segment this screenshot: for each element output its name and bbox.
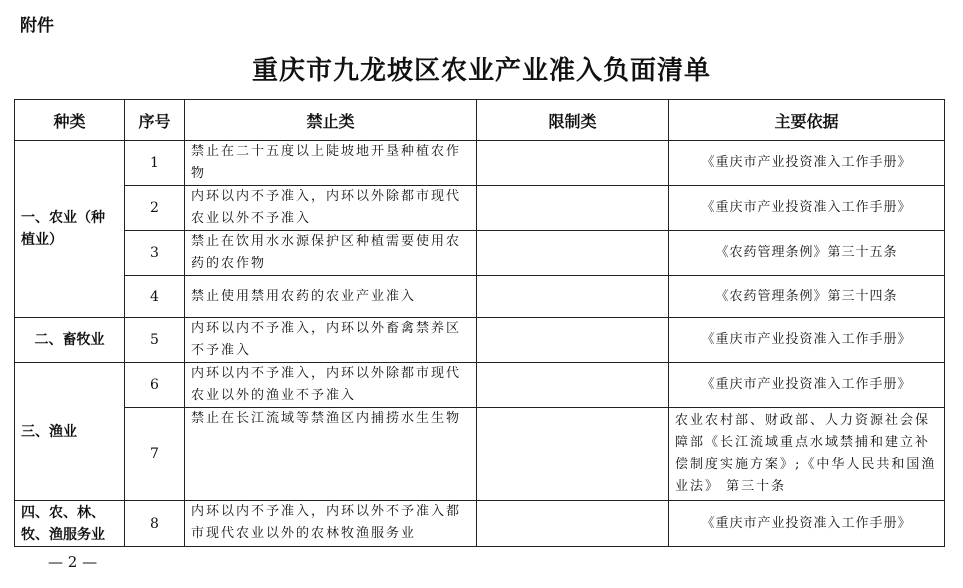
table-row xyxy=(15,141,945,186)
restricted-cell xyxy=(477,408,669,501)
prohibited-cell: 内环以内不予准入，内环以外除都市现代农业以外不予准入 xyxy=(185,186,477,231)
header-basis: 主要依据 xyxy=(669,100,945,141)
table-row xyxy=(15,276,945,318)
row-number: 5 xyxy=(125,318,185,363)
restricted-cell xyxy=(477,141,669,186)
table-row xyxy=(15,501,945,547)
basis-cell: 《重庆市产业投资准入工作手册》 xyxy=(669,318,945,363)
row-number: 4 xyxy=(125,276,185,318)
basis-cell: 《重庆市产业投资准入工作手册》 xyxy=(669,141,945,186)
category-cell: 二、畜牧业 xyxy=(15,318,125,363)
table-row xyxy=(15,363,945,408)
table-row xyxy=(15,408,945,501)
basis-cell: 《农药管理条例》第三十五条 xyxy=(669,231,945,276)
row-number: 3 xyxy=(125,231,185,276)
prohibited-cell: 内环以内不予准入，内环以外除都市现代农业以外的渔业不予准入 xyxy=(185,363,477,408)
table-row xyxy=(15,318,945,363)
row-number: 8 xyxy=(125,501,185,547)
page-number: — 2 — xyxy=(48,553,98,571)
category-cell: 三、渔业 xyxy=(15,363,125,501)
header-prohibited: 禁止类 xyxy=(185,100,477,141)
header-category: 种类 xyxy=(15,100,125,141)
basis-cell: 《农药管理条例》第三十四条 xyxy=(669,276,945,318)
category-cell: 四、农、林、牧、渔服务业 xyxy=(15,501,125,547)
header-restricted: 限制类 xyxy=(477,100,669,141)
restricted-cell xyxy=(477,276,669,318)
row-number: 2 xyxy=(125,186,185,231)
row-number: 1 xyxy=(125,141,185,186)
restricted-cell xyxy=(477,186,669,231)
prohibited-cell: 禁止在长江流域等禁渔区内捕捞水生生物 xyxy=(185,408,477,501)
negative-list-table xyxy=(14,99,945,547)
basis-cell: 《重庆市产业投资准入工作手册》 xyxy=(669,501,945,547)
category-cell: 一、农业（种植业） xyxy=(15,141,125,318)
row-number: 6 xyxy=(125,363,185,408)
attachment-label: 附件 xyxy=(20,16,54,36)
table-header-row xyxy=(15,100,945,141)
restricted-cell xyxy=(477,318,669,363)
table-row xyxy=(15,231,945,276)
prohibited-cell: 禁止在二十五度以上陡坡地开垦种植农作物 xyxy=(185,141,477,186)
restricted-cell xyxy=(477,363,669,408)
basis-cell: 《重庆市产业投资准入工作手册》 xyxy=(669,186,945,231)
row-number: 7 xyxy=(125,408,185,501)
table-row xyxy=(15,186,945,231)
restricted-cell xyxy=(477,501,669,547)
basis-cell: 《重庆市产业投资准入工作手册》 xyxy=(669,363,945,408)
prohibited-cell: 内环以内不予准入，内环以外不予准入都市现代农业以外的农林牧渔服务业 xyxy=(185,501,477,547)
restricted-cell xyxy=(477,231,669,276)
header-number: 序号 xyxy=(125,100,185,141)
prohibited-cell: 内环以内不予准入，内环以外畜禽禁养区不予准入 xyxy=(185,318,477,363)
prohibited-cell: 禁止使用禁用农药的农业产业准入 xyxy=(185,276,477,318)
prohibited-cell: 禁止在饮用水水源保护区种植需要使用农药的农作物 xyxy=(185,231,477,276)
page-title: 重庆市九龙坡区农业产业准入负面清单 xyxy=(251,56,711,86)
basis-cell: 农业农村部、财政部、人力资源社会保障部《长江流域重点水域禁捕和建立补偿制度实施方案》;《中华人民共和国渔业法》 第三十条 xyxy=(669,408,945,501)
